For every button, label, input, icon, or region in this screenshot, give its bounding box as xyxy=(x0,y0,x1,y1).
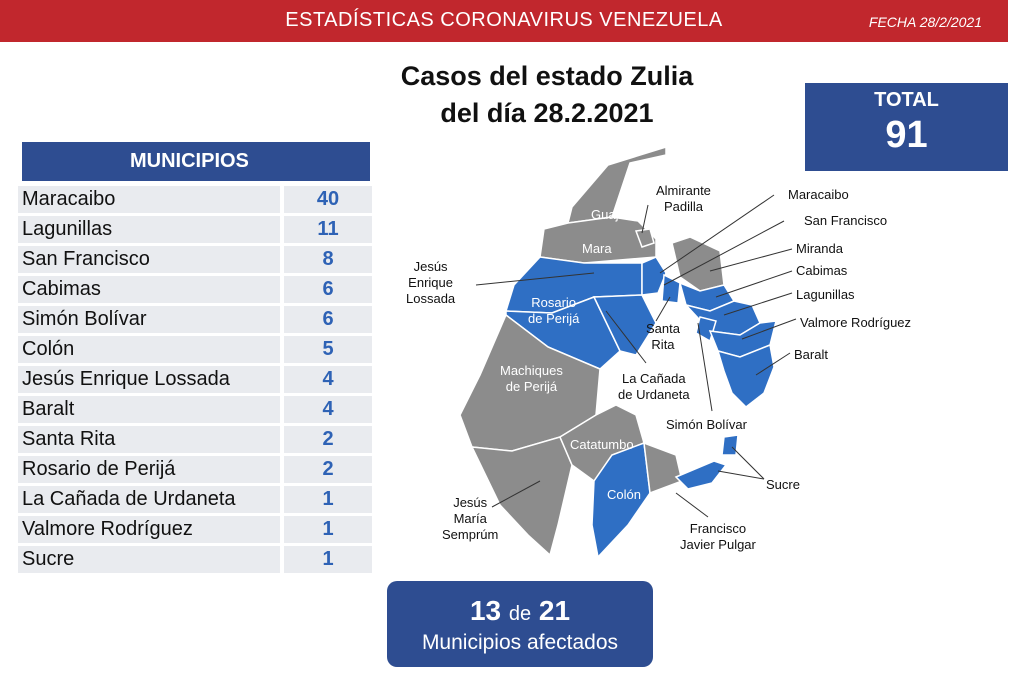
table-row xyxy=(18,486,372,513)
total-value: 91 xyxy=(885,114,928,156)
header-bar xyxy=(0,0,1008,42)
label-almirante-padilla: Almirante Padilla xyxy=(656,183,711,214)
municipio-name: Simón Bolívar xyxy=(18,306,284,333)
municipio-cases: 5 xyxy=(284,336,372,363)
label-mara: Mara xyxy=(582,241,612,256)
zulia-map xyxy=(380,125,940,565)
municipio-name: Jesús Enrique Lossada xyxy=(18,366,284,393)
municipio-name: La Cañada de Urdaneta xyxy=(18,486,284,513)
municipio-cases: 2 xyxy=(284,426,372,453)
municipios-header-label: MUNICIPIOS xyxy=(130,150,249,172)
label-sucre: Sucre xyxy=(766,477,800,492)
table-row xyxy=(18,456,372,483)
municipio-cases: 1 xyxy=(284,546,372,573)
page-title xyxy=(372,58,722,132)
municipio-name: Valmore Rodríguez xyxy=(18,516,284,543)
label-valmore-rodriguez: Valmore Rodríguez xyxy=(800,315,912,330)
header-title: ESTADÍSTICAS CORONAVIRUS VENEZUELA xyxy=(285,9,723,31)
table-row xyxy=(18,246,372,273)
municipio-cases: 8 xyxy=(284,246,372,273)
table-row xyxy=(18,396,372,423)
municipio-cases: 1 xyxy=(284,516,372,543)
table-row xyxy=(18,276,372,303)
affected-caption: Municipios afectados xyxy=(421,631,619,654)
page-title-line2: del día 28.2.2021 xyxy=(440,98,654,128)
municipio-name: Colón xyxy=(18,336,284,363)
label-francisco-javier-pulgar: Francisco Javier Pulgar xyxy=(680,521,756,552)
table-row xyxy=(18,366,372,393)
municipio-name: Cabimas xyxy=(18,276,284,303)
label-colon: Colón xyxy=(607,487,641,502)
affected-count xyxy=(387,595,653,627)
leader-fjp xyxy=(676,493,708,517)
municipio-cases: 40 xyxy=(284,186,372,213)
municipio-cases: 2 xyxy=(284,456,372,483)
label-la-canada-de-urdaneta: La Cañada de Urdaneta xyxy=(618,371,690,402)
municipio-name: Santa Rita xyxy=(18,426,284,453)
label-machiques: Machiques de Perijá xyxy=(500,363,563,394)
municipios-header xyxy=(22,142,370,181)
region-francisco-javier-pulgar xyxy=(644,443,682,493)
page-title-line1: Casos del estado Zulia xyxy=(400,61,694,91)
label-cabimas: Cabimas xyxy=(796,263,848,278)
label-santa-rita: Santa Rita xyxy=(646,321,680,352)
affected-summary xyxy=(387,581,653,667)
municipio-cases: 4 xyxy=(284,396,372,423)
table-row xyxy=(18,546,372,573)
municipio-name: Rosario de Perijá xyxy=(18,456,284,483)
affected-connector: de xyxy=(508,603,532,625)
label-maracaibo: Maracaibo xyxy=(788,187,849,202)
municipios-table xyxy=(18,183,372,576)
affected-total: 21 xyxy=(538,595,571,626)
leader-miranda xyxy=(710,249,792,271)
label-baralt: Baralt xyxy=(794,347,828,362)
label-guajira: Guajira xyxy=(591,207,633,222)
region-santa-rita xyxy=(662,275,680,303)
municipio-name: Lagunillas xyxy=(18,216,284,243)
header-date: FECHA 28/2/2021 xyxy=(868,14,982,30)
municipio-cases: 6 xyxy=(284,306,372,333)
label-jesus-enrique-lossada: Jesús Enrique Lossada xyxy=(406,259,456,306)
municipio-cases: 4 xyxy=(284,366,372,393)
table-row xyxy=(18,216,372,243)
municipio-name: San Francisco xyxy=(18,246,284,273)
municipio-cases: 1 xyxy=(284,486,372,513)
table-row xyxy=(18,186,372,213)
table-row xyxy=(18,516,372,543)
municipio-cases: 11 xyxy=(284,216,372,243)
municipio-cases: 6 xyxy=(284,276,372,303)
label-miranda: Miranda xyxy=(796,241,843,256)
total-label: TOTAL xyxy=(874,89,939,111)
label-jesus-maria-semprum: Jesús María Semprúm xyxy=(442,495,499,542)
affected-number: 13 xyxy=(469,595,502,626)
region-sucre-north xyxy=(722,435,738,455)
municipio-name: Sucre xyxy=(18,546,284,573)
municipio-name: Baralt xyxy=(18,396,284,423)
region-baralt xyxy=(718,345,774,407)
leader-cabimas xyxy=(716,271,792,297)
label-catatumbo: Catatumbo xyxy=(570,437,634,452)
table-row xyxy=(18,336,372,363)
table-row xyxy=(18,306,372,333)
municipio-name: Maracaibo xyxy=(18,186,284,213)
label-rosario: Rosario de Perijá xyxy=(528,295,580,326)
table-row xyxy=(18,426,372,453)
label-san-francisco: San Francisco xyxy=(804,213,888,228)
region-sucre xyxy=(676,461,726,489)
label-simon-bolivar: Simón Bolívar xyxy=(666,417,747,432)
label-lagunillas: Lagunillas xyxy=(796,287,855,302)
